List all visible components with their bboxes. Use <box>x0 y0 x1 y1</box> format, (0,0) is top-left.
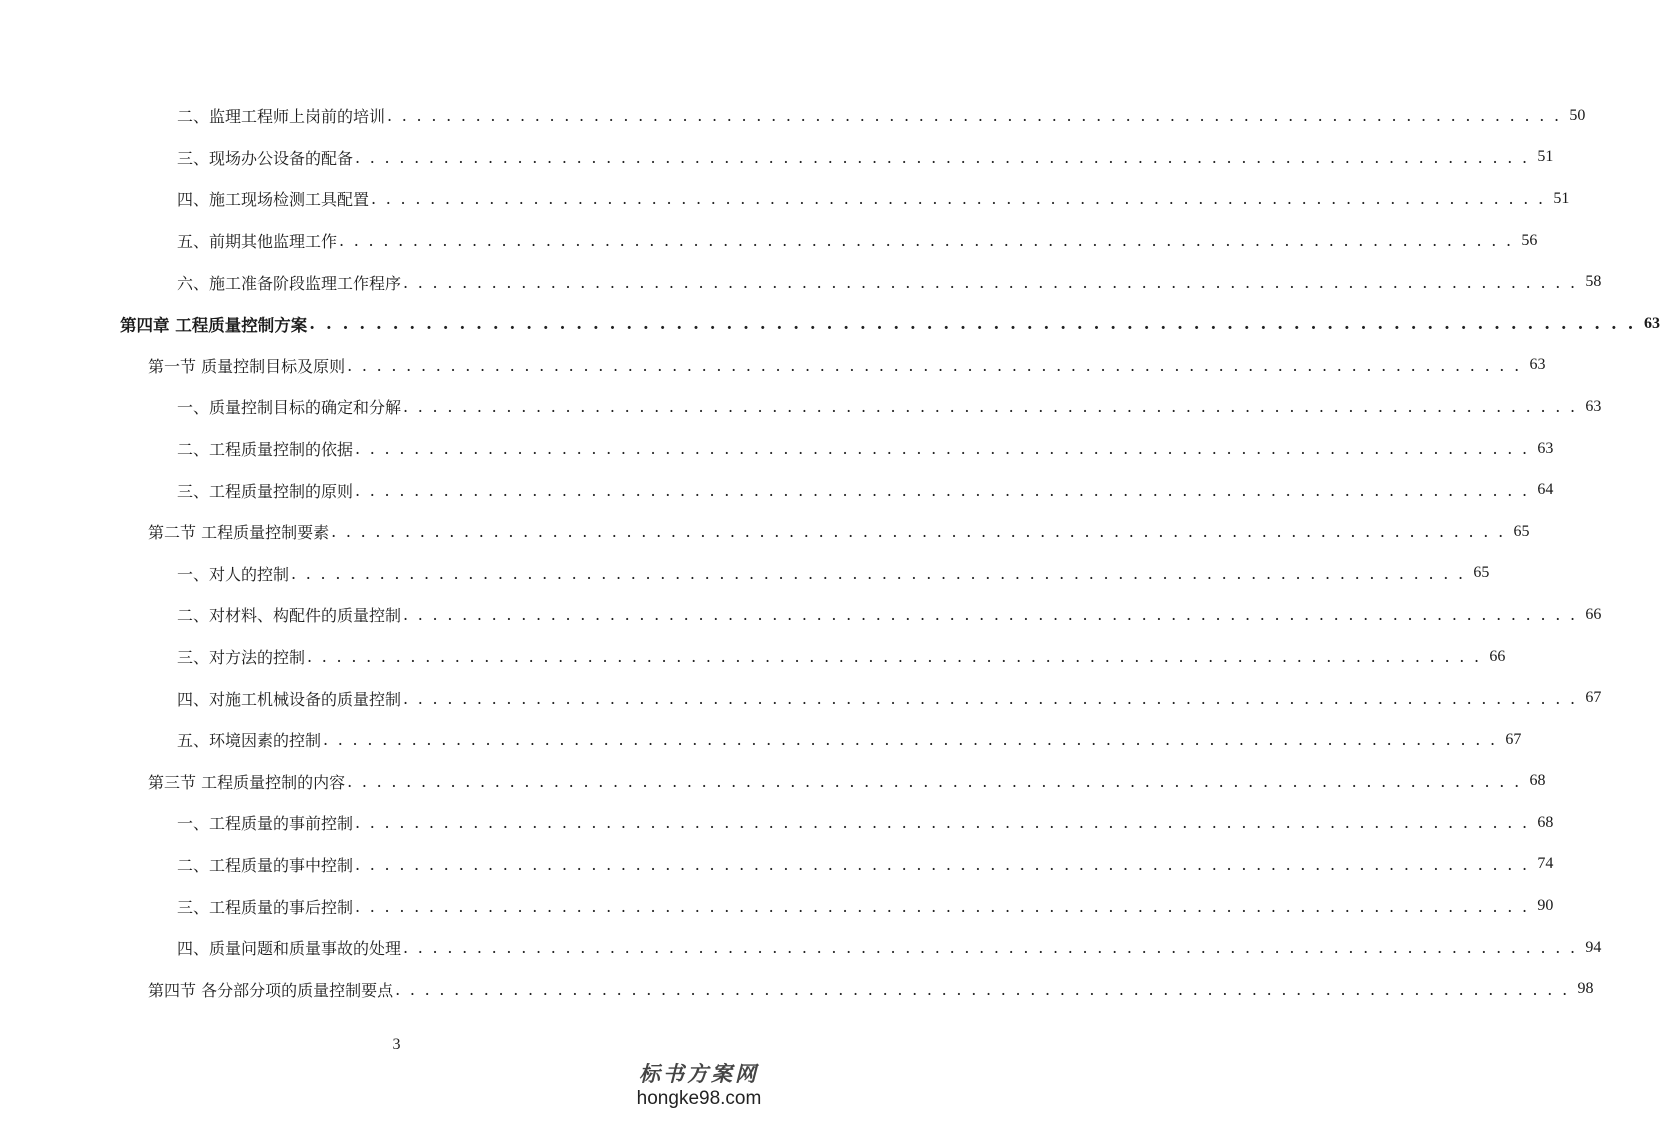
toc-leader-dots: . . . . . . . . . . . . . . . . . . . . . . . . . . . . . . . . . . . . . . . . . . . . . . . . . . . . . . . . . . . . . . . . . . . . . . . . . . . . . . . . <box>347 771 1522 791</box>
watermark-title: 标书方案网 <box>639 1061 759 1086</box>
toc-entry-label: 五、前期其他监理工作 <box>177 229 339 252</box>
toc-entry[interactable] <box>0 345 1546 387</box>
page-number: 3 <box>392 1036 401 1053</box>
toc-entry-page: 63 <box>1529 356 1546 374</box>
toc-entry-label: 六、施工准备阶段监理工作程序 <box>177 271 403 294</box>
toc-entry-label: 四、质量问题和质量事故的处理 <box>177 936 403 959</box>
toc-entry-label: 三、现场办公设备的配备 <box>177 146 355 169</box>
toc-entry[interactable] <box>0 220 1538 262</box>
toc-entry-page: 65 <box>1513 522 1530 540</box>
toc-entry-page: 65 <box>1473 564 1490 582</box>
toc-leader-dots: . . . . . . . . . . . . . . . . . . . . . . . . . . . . . . . . . . . . . . . . . . . . . . . . . . . . . . . . . . . . . . . . . . . . . . . . . . . . . . . . <box>403 397 1578 417</box>
toc-leader-dots: . . . . . . . . . . . . . . . . . . . . . . . . . . . . . . . . . . . . . . . . . . . . . . . . . . . . . . . . . . . . . . . . . . . . . . . . . . . . . . . . <box>347 355 1522 375</box>
watermark <box>619 1058 779 1110</box>
toc-entry[interactable] <box>0 469 1554 511</box>
toc-entry[interactable] <box>0 719 1522 761</box>
toc-entry[interactable] <box>0 968 1594 1010</box>
toc-entry[interactable] <box>0 303 1660 345</box>
toc-entry-label: 四、对施工机械设备的质量控制 <box>177 687 403 710</box>
toc-leader-dots: . . . . . . . . . . . . . . . . . . . . . . . . . . . . . . . . . . . . . . . . . . . . . . . . . . . . . . . . . . . . . . . . . . . . . . . . . . . . . . . . <box>291 563 1466 583</box>
toc-entry-page: 51 <box>1553 189 1570 207</box>
toc-entry[interactable] <box>0 386 1602 428</box>
toc-entry-page: 94 <box>1585 938 1602 956</box>
toc-entry[interactable] <box>0 802 1554 844</box>
toc-entry-label: 三、工程质量的事后控制 <box>177 895 355 918</box>
toc-entry-page: 63 <box>1644 314 1660 332</box>
toc-leader-dots: . . . . . . . . . . . . . . . . . . . . . . . . . . . . . . . . . . . . . . . . . . . . . . . . . . . . . . . . . . . . . . . . . . . . . . . . . . . . . . . . <box>331 522 1506 542</box>
toc-leader-dots: . . . . . . . . . . . . . . . . . . . . . . . . . . . . . . . . . . . . . . . . . . . . . . . . . . . . . . . . . . . . . . . . . . . . . . . . . . . . . . . . <box>355 896 1530 916</box>
toc-entry[interactable] <box>0 428 1554 470</box>
toc-leader-dots: . . . . . . . . . . . . . . . . . . . . . . . . . . . . . . . . . . . . . . . . . . . . . . . . . . . . . . . . . . . . . . . . . . . . . . . . . . . . . . . . <box>403 272 1578 292</box>
toc-entry[interactable] <box>0 927 1602 969</box>
toc-entry-label: 二、监理工程师上岗前的培训 <box>177 104 387 127</box>
toc-entry-label: 三、工程质量控制的原则 <box>177 479 355 502</box>
toc-entry-page: 66 <box>1489 647 1506 665</box>
toc-entry-label: 五、环境因素的控制 <box>177 728 323 751</box>
toc-entry[interactable] <box>0 844 1554 886</box>
toc-entry-label: 一、工程质量的事前控制 <box>177 811 355 834</box>
toc-entry-page: 66 <box>1585 605 1602 623</box>
toc-leader-dots: . . . . . . . . . . . . . . . . . . . . . . . . . . . . . . . . . . . . . . . . . . . . . . . . . . . . . . . . . . . . . . . . . . . . . . . . . . . . . . . . <box>403 605 1578 625</box>
toc-entry-page: 68 <box>1537 813 1554 831</box>
toc-entry[interactable] <box>0 178 1570 220</box>
toc-leader-dots: . . . . . . . . . . . . . . . . . . . . . . . . . . . . . . . . . . . . . . . . . . . . . . . . . . . . . . . . . . . . . . . . . . . . . . . . . . . . . . . . <box>307 647 1482 667</box>
toc-leader-dots: . . . . . . . . . . . . . . . . . . . . . . . . . . . . . . . . . . . . . . . . . . . . . . . . . . . . . . . . . . . . . . . . . . . . . . . . . . . . . . . . <box>371 189 1546 209</box>
toc-entry-label: 四、施工现场检测工具配置 <box>177 187 371 210</box>
toc-entry[interactable] <box>0 636 1506 678</box>
toc-leader-dots: . . . . . . . . . . . . . . . . . . . . . . . . . . . . . . . . . . . . . . . . . . . . . . . . . . . . . . . . . . . . . . . . . . . . . . . . . . . . . . . . <box>403 688 1578 708</box>
toc-entry-label: 一、质量控制目标的确定和分解 <box>177 395 403 418</box>
toc-entry-label: 二、工程质量的事中控制 <box>177 853 355 876</box>
toc-entry-label: 第二节 工程质量控制要素 <box>148 520 331 543</box>
toc-entry[interactable] <box>0 511 1530 553</box>
toc-entry-label: 二、对材料、构配件的质量控制 <box>177 603 403 626</box>
toc-entry-page: 64 <box>1537 481 1554 499</box>
toc-entry-page: 56 <box>1521 231 1538 249</box>
table-of-contents <box>0 95 1660 1010</box>
toc-entry[interactable] <box>0 137 1554 179</box>
toc-entry-page: 50 <box>1569 106 1586 124</box>
toc-entry-page: 63 <box>1585 397 1602 415</box>
toc-entry-page: 67 <box>1585 689 1602 707</box>
toc-entry-page: 58 <box>1585 273 1602 291</box>
toc-entry-page: 74 <box>1537 855 1554 873</box>
toc-entry[interactable] <box>0 95 1586 137</box>
toc-entry[interactable] <box>0 594 1602 636</box>
toc-leader-dots: . . . . . . . . . . . . . . . . . . . . . . . . . . . . . . . . . . . . . . . . . . . . . . . . . . . . . . . . . . . . . . . . . . . . . . . . . . . . . . . . <box>323 730 1498 750</box>
watermark-url: hongke98.com <box>636 1088 762 1109</box>
toc-entry-label: 第四节 各分部分项的质量控制要点 <box>148 978 395 1001</box>
toc-entry-page: 51 <box>1537 148 1554 166</box>
toc-entry-label: 一、对人的控制 <box>177 562 291 585</box>
toc-entry-page: 63 <box>1537 439 1554 457</box>
toc-entry-label: 三、对方法的控制 <box>177 645 307 668</box>
toc-entry-label: 第四章 工程质量控制方案 <box>120 312 309 336</box>
toc-entry[interactable] <box>0 677 1602 719</box>
toc-entry-label: 二、工程质量控制的依据 <box>177 437 355 460</box>
toc-leader-dots: . . . . . . . . . . . . . . . . . . . . . . . . . . . . . . . . . . . . . . . . . . . . . . . . . . . . . . . . . . . . . . . . . . . . . . . . . . . . . . . . <box>339 231 1514 251</box>
toc-leader-dots: . . . . . . . . . . . . . . . . . . . . . . . . . . . . . . . . . . . . . . . . . . . . . . . . . . . . . . . . . . . . . . . . . . . . . . . . . . . . . . . . <box>355 439 1530 459</box>
toc-leader-dots: . . . . . . . . . . . . . . . . . . . . . . . . . . . . . . . . . . . . . . . . . . . . . . . . . . . . . . . . . . . . . . . . . . . . . . . . . . . . . . . . <box>355 147 1530 167</box>
toc-entry-page: 68 <box>1529 772 1546 790</box>
toc-leader-dots: . . . . . . . . . . . . . . . . . . . . . . . . . . . . . . . . . . . . . . . . . . . . . . . . . . . . . . . . . . . . . . . . . . . . . . . . . . . . . . . . <box>355 480 1530 500</box>
toc-leader-dots: . . . . . . . . . . . . . . . . . . . . . . . . . . . . . . . . . . . . . . . . . . . . . . . . . . . . . . . . . . . . . . . . . . . . . . . . . . . . . . . . <box>395 979 1570 999</box>
toc-entry[interactable] <box>0 261 1602 303</box>
toc-entry-label: 第一节 质量控制目标及原则 <box>148 354 347 377</box>
toc-leader-dots: . . . . . . . . . . . . . . . . . . . . . . . . . . . . . . . . . . . . . . . . . . . . . . . . . . . . . . . . . . . . . . . . . . . . . . . . . . . . . . . . <box>355 854 1530 874</box>
toc-entry[interactable] <box>0 885 1554 927</box>
toc-entry-page: 90 <box>1537 897 1554 915</box>
toc-entry-page: 98 <box>1577 980 1594 998</box>
toc-entry-page: 67 <box>1505 730 1522 748</box>
toc-entry-label: 第三节 工程质量控制的内容 <box>148 770 347 793</box>
toc-entry[interactable] <box>0 553 1490 595</box>
toc-leader-dots: . . . . . . . . . . . . . . . . . . . . . . . . . . . . . . . . . . . . . . . . . . . . . . . . . . . . . . . . . . . . . . . . . . . . . . . . . . . . . . . . <box>403 938 1578 958</box>
toc-entry[interactable] <box>0 761 1546 803</box>
toc-leader-dots: . . . . . . . . . . . . . . . . . . . . . . . . . . . . . . . . . . . . . . . . . . . . . . . . . . . . . . . . . . . . . . . . . . . . . . . . . . . . . . . . <box>387 106 1562 126</box>
toc-leader-dots: . . . . . . . . . . . . . . . . . . . . . . . . . . . . . . . . . . . . . . . . . . . . . . . . . . . . . . . . . . . . . . . . . . . . . . . . . . . . . . . . <box>355 813 1530 833</box>
toc-leader-dots: . . . . . . . . . . . . . . . . . . . . . . . . . . . . . . . . . . . . . . . . . . . . . . . . . . . . . . . . . . . . . . . . . . . . . . . . . . . . . . . . <box>309 314 1637 334</box>
